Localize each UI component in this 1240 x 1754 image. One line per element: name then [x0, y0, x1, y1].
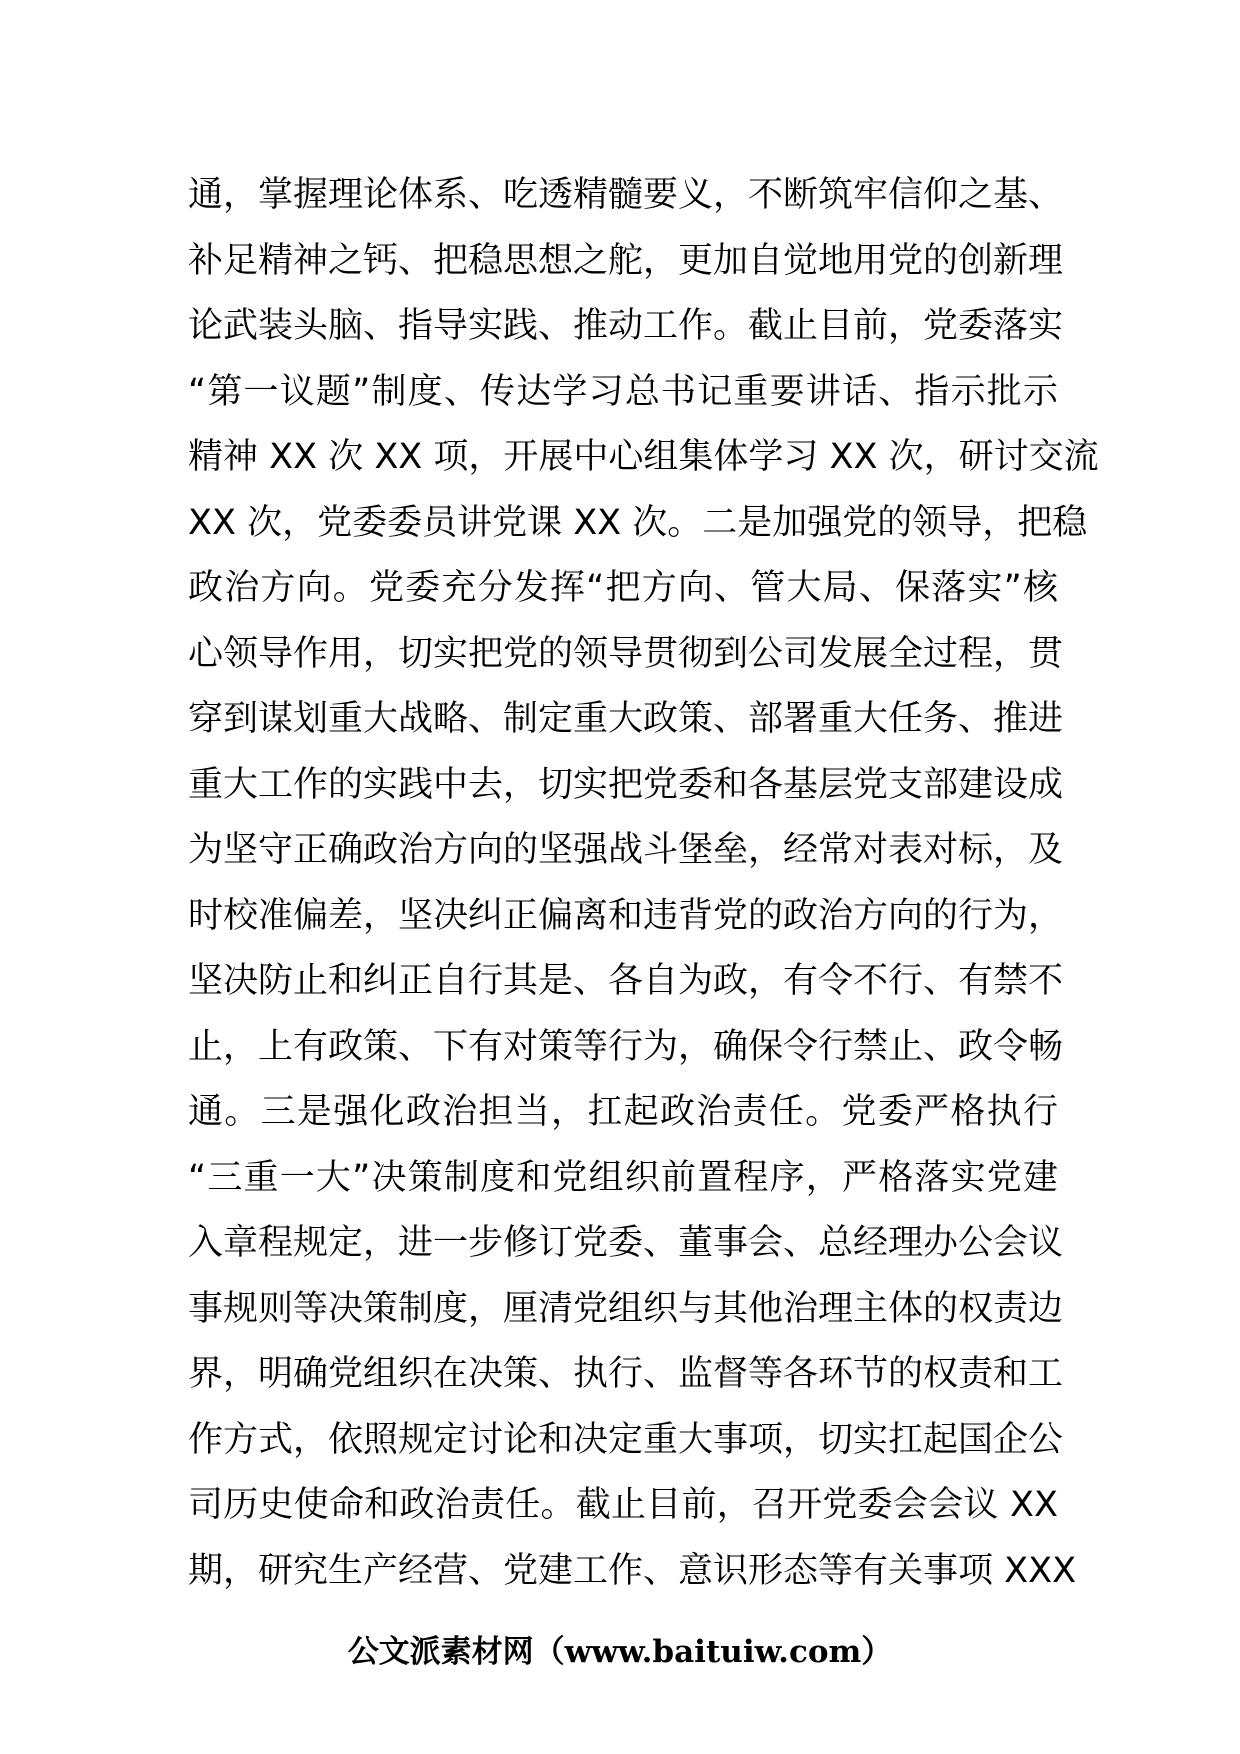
footer-watermark-text: 公文派素材网（www.baituiw.com） — [347, 1634, 893, 1670]
text-line: 通，掌握理论体系、吃透精髓要义，不断筑牢信仰之基、 — [188, 175, 1064, 215]
text-line: 止，上有政策、下有对策等行为，确保令行禁止、政令畅 — [188, 1026, 1064, 1067]
text-line: 司历史使命和政治责任。截止目前，召开党委会会议 XX — [188, 1485, 1058, 1525]
text-line: XX 次，党委委员讲党课 XX 次。二是加强党的领导，把稳 — [188, 502, 1088, 543]
text-line: 政治方向。党委充分发挥“把方向、管大局、保落实”核 — [188, 568, 1058, 608]
text-line: 时校准偏差，坚决纠正偏离和违背党的政治方向的行为， — [188, 895, 1064, 936]
text-line: 期，研究生产经营、党建工作、意识形态等有关事项 XXX — [188, 1550, 1077, 1591]
text-line: 为坚守正确政治方向的坚强战斗堡垒，经常对表对标，及 — [188, 830, 1064, 870]
text-line: 界，明确党组织在决策、执行、监督等各环节的权责和工 — [188, 1354, 1064, 1394]
body-paragraph — [188, 163, 1099, 1604]
text-line: 入章程规定，进一步修订党委、董事会、总经理办公会议 — [188, 1223, 1064, 1263]
text-line: 坚决防止和纠正自行其是、各自为政，有令不行、有禁不 — [188, 961, 1064, 1001]
text-line: 穿到谋划重大战略、制定重大政策、部署重大任务、推进 — [188, 699, 1064, 739]
text-line: 精神 XX 次 XX 项，开展中心组集体学习 XX 次，研讨交流 — [188, 437, 1099, 477]
text-line: 通。三是强化政治担当，扛起政治责任。党委严格执行 — [188, 1092, 1058, 1132]
text-line: 论武装头脑、指导实践、推动工作。截止目前，党委落实 — [188, 306, 1064, 346]
text-line: “三重一大”决策制度和党组织前置程序，严格落实党建 — [188, 1157, 1058, 1198]
text-line: 补足精神之钙、把稳思想之舵，更加自觉地用党的创新理 — [188, 240, 1064, 281]
text-line: “第一议题”制度、传达学习总书记重要讲话、指示批示 — [188, 371, 1058, 412]
text-line: 事规则等决策制度，厘清党组织与其他治理主体的权责边 — [188, 1288, 1064, 1329]
text-line: 作方式，依照规定讨论和决定重大事项，切实扛起国企公 — [188, 1419, 1064, 1460]
text-line: 重大工作的实践中去，切实把党委和各基层党支部建设成 — [188, 764, 1064, 805]
text-line: 心领导作用，切实把党的领导贯彻到公司发展全过程，贯 — [188, 633, 1064, 674]
